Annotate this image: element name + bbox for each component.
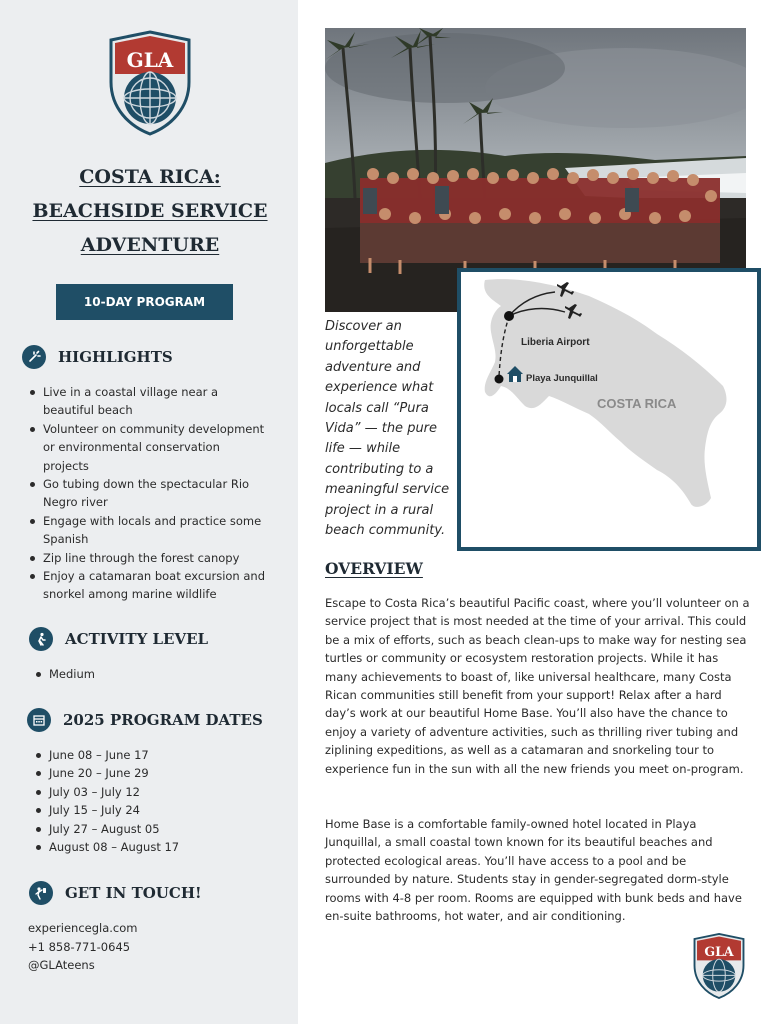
list-item: July 03 – July 12 — [34, 783, 264, 801]
base-label: Playa Junquillal — [526, 373, 598, 384]
sparkle-icon — [22, 345, 46, 369]
logo-text: GLA — [126, 48, 174, 72]
calendar-icon — [27, 708, 51, 732]
title-line-2: BEACHSIDE SERVICE — [32, 200, 268, 222]
highlights-heading — [22, 345, 173, 369]
tagline: Discover an unforgettable adventure and experience what locals call “Pura Vida” — the pure life — while contributing to a meaningful service project in a rural beach community. — [325, 319, 450, 539]
list-item: Zip line through the forest canopy — [28, 549, 268, 567]
program-length-badge: 10-DAY PROGRAM — [56, 284, 233, 320]
phone-number[interactable]: +1 858-771-0645 — [28, 939, 131, 954]
activity-title: ACTIVITY LEVEL — [65, 630, 209, 648]
airport-marker — [504, 311, 514, 321]
list-item: July 27 – August 05 — [34, 820, 264, 838]
gla-logo — [107, 30, 193, 136]
list-item: Enjoy a catamaran boat excursion and snorkel among marine wildlife — [28, 567, 268, 604]
overview-heading: OVERVIEW — [325, 559, 423, 578]
list-item: August 08 – August 17 — [34, 838, 264, 856]
hiker-icon — [29, 627, 53, 651]
map-graphic — [461, 272, 757, 547]
activity-heading — [29, 627, 208, 651]
phone-person-icon — [29, 881, 53, 905]
sidebar — [0, 0, 298, 1024]
program-title — [20, 160, 280, 262]
dates-heading — [27, 708, 263, 732]
list-item: Go tubing down the spectacular Rio Negro river — [28, 475, 268, 512]
country-label: COSTA RICA — [597, 396, 677, 411]
list-item: Engage with locals and practice some Spanish — [28, 512, 268, 549]
list-item: Volunteer on community development or environmental conservation projects — [28, 420, 268, 475]
logo-text-small: GLA — [704, 943, 734, 959]
website-link[interactable]: experiencegla.com — [28, 921, 138, 935]
airport-label: Liberia Airport — [521, 337, 590, 348]
dates-list — [34, 746, 264, 856]
title-line-3: ADVENTURE — [80, 234, 220, 256]
costa-rica-map — [457, 268, 761, 551]
highlights-list — [28, 383, 268, 604]
overview-paragraph-2: Home Base is a comfortable family-owned hotel located in Playa Junquillal, a small coastal town known for its beautiful beaches and protected ecological areas. You’ll have access to a pool and be surrounded by nature. Students stay in gender-segregated dorm-style rooms with 4-8 per room. Rooms are equipped with bunk beds and have en-suite bathrooms, hot water, and air conditioning. — [325, 817, 742, 924]
list-item: July 15 – July 24 — [34, 801, 264, 819]
student-group — [360, 168, 720, 274]
gla-logo-small — [692, 932, 746, 1000]
social-handle[interactable]: @GLAteens — [28, 958, 95, 972]
base-marker — [495, 375, 504, 384]
list-item: June 08 – June 17 — [34, 746, 264, 764]
list-item: Medium — [34, 665, 234, 683]
contact-info — [28, 919, 138, 975]
list-item: Live in a coastal village near a beautiful beach — [28, 383, 268, 420]
overview-paragraph-1: Escape to Costa Rica’s beautiful Pacific coast, where you’ll volunteer on a service project that is most needed at the time of your arrival. This could be a mix of efforts, such as beach clean-ups to make way for nesting sea turtles or community or ecosystem restoration projects. While it has many achievements to boast of, like universal healthcare, many Costa Rican communities still benefit from your support! Relax after a hard day’s work at our beautiful Home Base. You’ll also have the chance to enjoy a variety of adventure activities, such as thrilling river tubing and ziplining expeditions, as well as a catamaran and snorkeling tour to experience fun in the sun with all the new friends you meet on-program. — [325, 596, 750, 776]
contact-title: GET IN TOUCH! — [65, 884, 202, 902]
dates-title: 2025 PROGRAM DATES — [63, 711, 263, 729]
highlights-title: HIGHLIGHTS — [58, 348, 173, 366]
list-item: June 20 – June 29 — [34, 764, 264, 782]
activity-list — [34, 665, 234, 683]
contact-heading — [29, 881, 202, 905]
title-line-1: COSTA RICA: — [79, 166, 221, 188]
